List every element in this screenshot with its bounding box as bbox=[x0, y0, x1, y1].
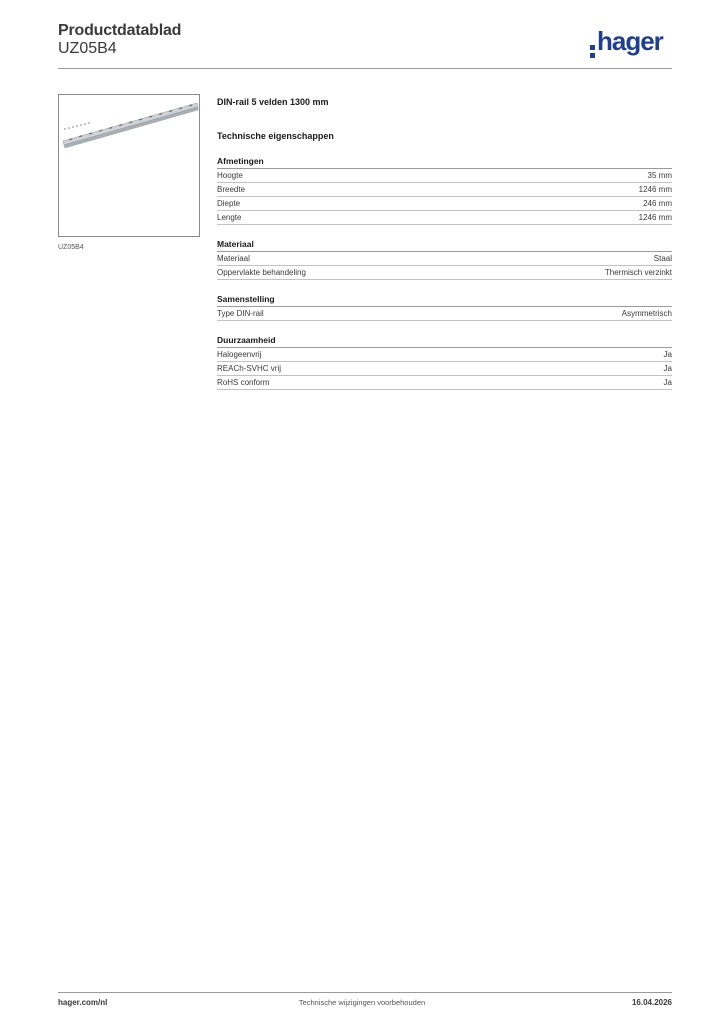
spec-group-duurzaamheid bbox=[217, 334, 672, 390]
spec-value: Staal bbox=[653, 254, 672, 263]
spec-row bbox=[217, 307, 672, 321]
spec-group-samenstelling bbox=[217, 293, 672, 321]
spec-value: Ja bbox=[663, 350, 672, 359]
hager-logo bbox=[590, 26, 663, 62]
spec-value: Thermisch verzinkt bbox=[604, 268, 672, 277]
spec-value: Ja bbox=[663, 364, 672, 373]
spec-row bbox=[217, 169, 672, 183]
spec-label: Oppervlakte behandeling bbox=[217, 268, 306, 277]
spec-row bbox=[217, 266, 672, 280]
spec-row bbox=[217, 376, 672, 390]
header-divider bbox=[58, 68, 672, 69]
spec-sheet bbox=[217, 96, 672, 390]
product-description: DIN-rail 5 velden 1300 mm bbox=[217, 97, 329, 107]
spec-row bbox=[217, 211, 672, 225]
section-heading: Technische eigenschappen bbox=[217, 131, 334, 141]
group-title: Afmetingen bbox=[217, 155, 672, 169]
image-caption: UZ05B4 bbox=[58, 244, 84, 251]
footer-disclaimer: Technische wijzigingen voorbehouden bbox=[298, 998, 426, 1007]
spec-row bbox=[217, 183, 672, 197]
spec-row bbox=[217, 362, 672, 376]
spec-label: REACh-SVHC vrij bbox=[217, 364, 282, 373]
product-code: UZ05B4 bbox=[58, 40, 117, 57]
spec-value: 1246 mm bbox=[638, 213, 672, 222]
spec-label: RoHS conform bbox=[217, 378, 270, 387]
spec-label: Type DIN-rail bbox=[217, 309, 264, 318]
spec-group-materiaal bbox=[217, 238, 672, 280]
page-title: Productdatablad bbox=[58, 22, 182, 39]
spec-row bbox=[217, 348, 672, 362]
group-title: Duurzaamheid bbox=[217, 334, 672, 348]
spec-value: 246 mm bbox=[643, 199, 672, 208]
group-title: Samenstelling bbox=[217, 293, 672, 307]
spec-row bbox=[217, 197, 672, 211]
logo-text: hager bbox=[597, 26, 663, 56]
spec-value: 35 mm bbox=[647, 171, 672, 180]
spec-label: Diepte bbox=[217, 199, 241, 208]
footer-date: 16.04.2026 bbox=[631, 998, 672, 1007]
product-image bbox=[58, 94, 200, 237]
spec-label: Materiaal bbox=[217, 254, 250, 263]
spec-group-afmetingen bbox=[217, 155, 672, 225]
spec-row bbox=[217, 252, 672, 266]
footer-website-link[interactable]: hager.com/nl bbox=[58, 998, 108, 1007]
spec-value: 1246 mm bbox=[638, 185, 672, 194]
group-title: Materiaal bbox=[217, 238, 672, 252]
spec-label: Hoogte bbox=[217, 171, 243, 180]
spec-label: Lengte bbox=[217, 213, 242, 222]
spec-label: Halogeenvrij bbox=[217, 350, 262, 359]
spec-value: Asymmetrisch bbox=[621, 309, 672, 318]
din-rail-image bbox=[59, 95, 200, 237]
spec-label: Breedte bbox=[217, 185, 246, 194]
spec-value: Ja bbox=[663, 378, 672, 387]
footer-divider bbox=[58, 992, 672, 993]
logo-colon-icon bbox=[590, 42, 595, 62]
